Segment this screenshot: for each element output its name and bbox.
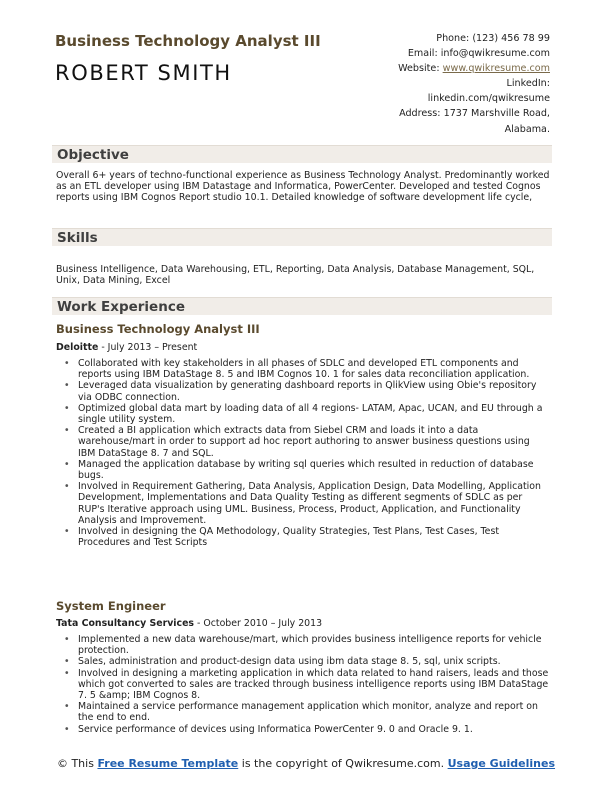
address-line-1: 1737 Marshville Road, xyxy=(443,108,550,120)
job-title: Business Technology Analyst III xyxy=(55,32,321,50)
linkedin-label: LinkedIn: xyxy=(506,78,550,90)
skills-section-header xyxy=(52,228,552,246)
contact-email xyxy=(310,46,550,61)
linkedin-value: linkedin.com/qwikresume xyxy=(427,93,550,105)
contact-phone xyxy=(310,31,550,46)
work-experience-section-header xyxy=(52,297,552,315)
work-experience-heading: Work Experience xyxy=(57,299,185,315)
list-item: • Involved in designing the QA Methodology, Quality Strategies, Test Plans, Test Cases, Test Procedures and Test Scripts xyxy=(62,526,550,548)
job-1-company-line xyxy=(56,342,197,353)
list-item: • Service performance of devices using Informatica PowerCenter 9. 0 and Oracle 9. 1. xyxy=(62,724,550,735)
job-1-dates: - July 2013 – Present xyxy=(98,342,198,353)
list-item: • Involved in Requirement Gathering, Data Analysis, Application Design, Data Modelling, Application Development, Implementations and Data Quality Testing as different segments of SDLC as per RUP's Iterative approach using UML. Business, Process, Product, Application, and Functionality Analysis and Improvement. xyxy=(62,481,550,526)
address-line-2: Alabama. xyxy=(504,123,550,135)
list-item: • Managed the application database by writing sql queries which resulted in reduction of database bugs. xyxy=(62,459,550,481)
website-link[interactable]: www.qwikresume.com xyxy=(442,63,550,75)
footer-prefix: © This xyxy=(56,757,98,770)
contact-block xyxy=(310,31,550,137)
email-value: info@qwikresume.com xyxy=(440,48,550,60)
objective-heading: Objective xyxy=(57,147,129,163)
job-1-title: Business Technology Analyst III xyxy=(56,322,260,336)
list-item: • Collaborated with key stakeholders in all phases of SDLC and developed ETL components and reports using IBM DataStage 8. 5 and IBM Cognos 10. 1 for sales data reconciliation application. xyxy=(62,358,550,380)
list-item: • Optimized global data mart by loading data of all 4 regions- LATAM, Apac, UCAN, and EU through a single utility system. xyxy=(62,403,550,425)
footer-middle: is the copyright of Qwikresume.com. xyxy=(238,757,448,770)
phone-label: Phone: xyxy=(436,33,470,44)
objective-text: Overall 6+ years of techno-functional experience as Business Technology Analyst. Predominantly worked as an ETL developer using IBM Datastage and Informatica, PowerCenter. Developed and tested Cognos reports using IBM Cognos Report studio 10.1. Detailed knowledge of software development life cycle, xyxy=(56,170,550,204)
candidate-name: ROBERT SMITH xyxy=(55,61,232,85)
skills-text: Business Intelligence, Data Warehousing, ETL, Reporting, Data Analysis, Database Management, SQL, Unix, Data Mining, Excel xyxy=(56,264,535,287)
usage-guidelines-link[interactable]: Usage Guidelines xyxy=(447,757,556,770)
job-2-dates: - October 2010 – July 2013 xyxy=(194,618,323,629)
job-2-company-line xyxy=(56,618,322,629)
list-item: • Leveraged data visualization by generating dashboard reports in QlikView using Obie's repository via ODBC connection. xyxy=(62,380,550,402)
job-1-bullet-list xyxy=(62,358,550,548)
address-label: Address: xyxy=(399,108,441,120)
job-2-title: System Engineer xyxy=(56,599,166,613)
skills-heading: Skills xyxy=(57,230,98,246)
phone-value: (123) 456 78 99 xyxy=(472,33,550,44)
objective-section-header xyxy=(52,145,552,163)
list-item: • Involved in designing a marketing application in which data related to hand raisers, leads and those which got converted to sales are tracked through business intelligence reports using IBM DataStage 7. 5 &amp; IBM Cognos 8. xyxy=(62,668,550,702)
list-item: • Implemented a new data warehouse/mart, which provides business intelligence reports for vehicle protection. xyxy=(62,634,550,656)
website-label: Website: xyxy=(398,63,440,75)
email-label: Email: xyxy=(407,48,438,60)
job-2-bullet-list xyxy=(62,634,550,735)
resume-header xyxy=(0,0,612,135)
list-item: • Created a BI application which extracts data from Siebel CRM and loads it into a data warehouse/mart in order to support ad hoc report authoring to answer business questions using IBM DataStage 8. 7 and SQL. xyxy=(62,425,550,459)
job-2-company: Tata Consultancy Services xyxy=(56,618,195,629)
free-resume-template-link[interactable]: Free Resume Template xyxy=(97,757,239,770)
copyright-footer xyxy=(0,757,612,771)
list-item: • Sales, administration and product-design data using ibm data stage 8. 5, sql, unix scripts. xyxy=(62,656,550,667)
job-1-company: Deloitte xyxy=(56,342,99,353)
list-item: • Maintained a service performance management application which monitor, analyze and report on the end to end. xyxy=(62,701,550,723)
contact-address xyxy=(310,106,550,121)
contact-website xyxy=(310,61,550,76)
